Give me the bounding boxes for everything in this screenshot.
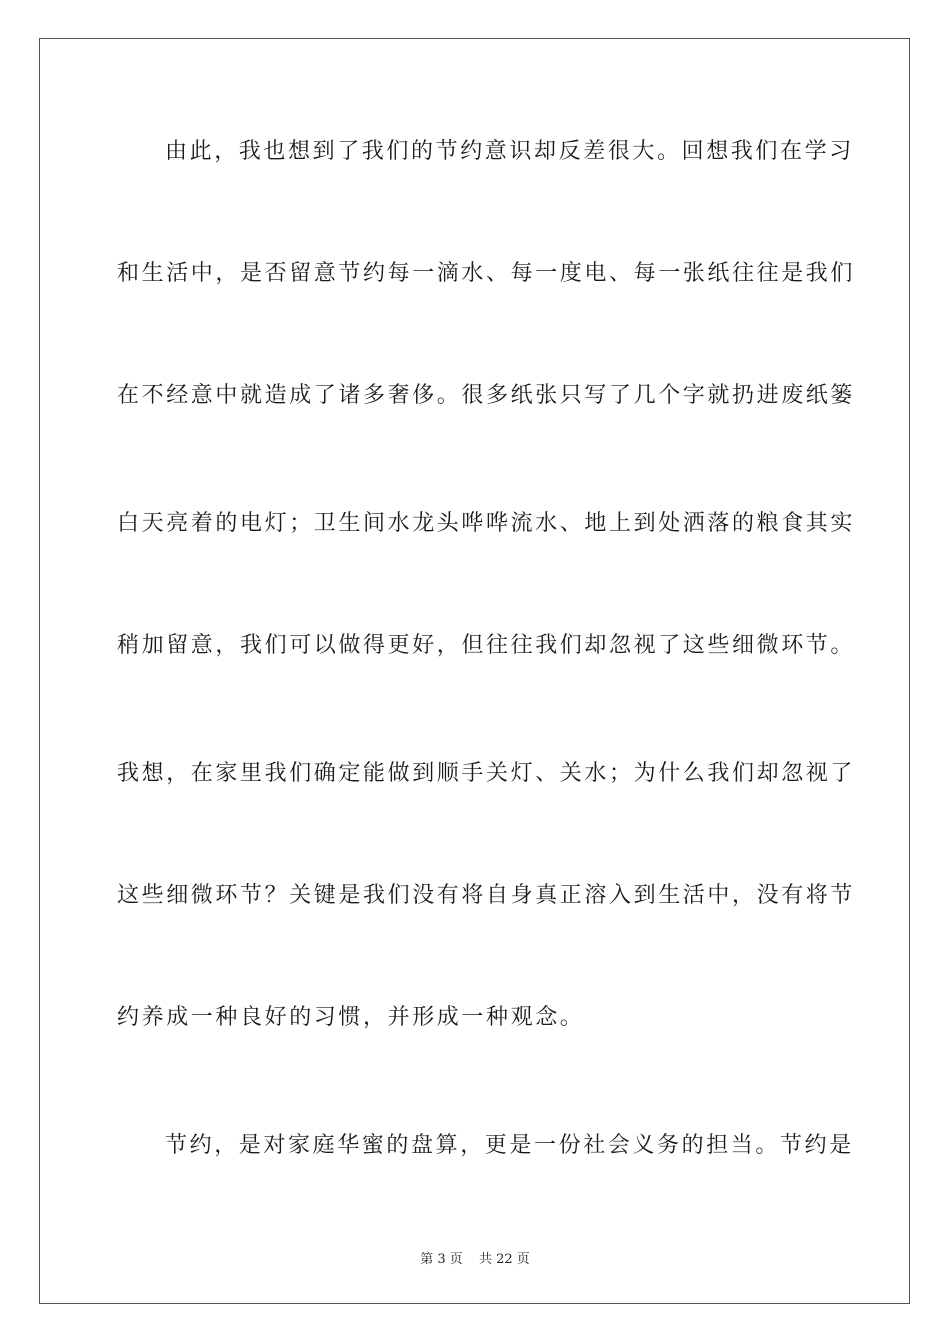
- paragraph-1-line-6: 我想，在家里我们确定能做到顺手关灯、关水；为什么我们却忽视了: [117, 761, 856, 786]
- paragraph-1-line-7: 这些细微环节？关键是我们没有将自身真正溶入到生活中，没有将节: [117, 883, 856, 908]
- page-footer: [0, 1248, 950, 1267]
- page-border: [39, 38, 910, 1304]
- paragraph-1-line-4: 白天亮着的电灯；卫生间水龙头哗哗流水、地上到处洒落的粮食其实: [117, 511, 856, 536]
- page-number: 第 3 页: [420, 1252, 463, 1267]
- paragraph-1-line-3: 在不经意中就造成了诸多奢侈。很多纸张只写了几个字就扔进废纸篓: [117, 383, 856, 408]
- page-total: 共 22 页: [478, 1252, 530, 1267]
- paragraph-1-line-1: 由此，我也想到了我们的节约意识却反差很大。回想我们在学习: [165, 139, 854, 164]
- paragraph-2-line-1: 节约，是对家庭华蜜的盘算，更是一份社会义务的担当。节约是: [165, 1133, 854, 1158]
- paragraph-1-line-5: 稍加留意，我们可以做得更好，但往往我们却忽视了这些细微环节。: [117, 633, 856, 658]
- paragraph-1-line-2: 和生活中，是否留意节约每一滴水、每一度电、每一张纸往往是我们: [117, 261, 856, 286]
- paragraph-1-line-8: 约养成一种良好的习惯，并形成一种观念。: [117, 1005, 585, 1030]
